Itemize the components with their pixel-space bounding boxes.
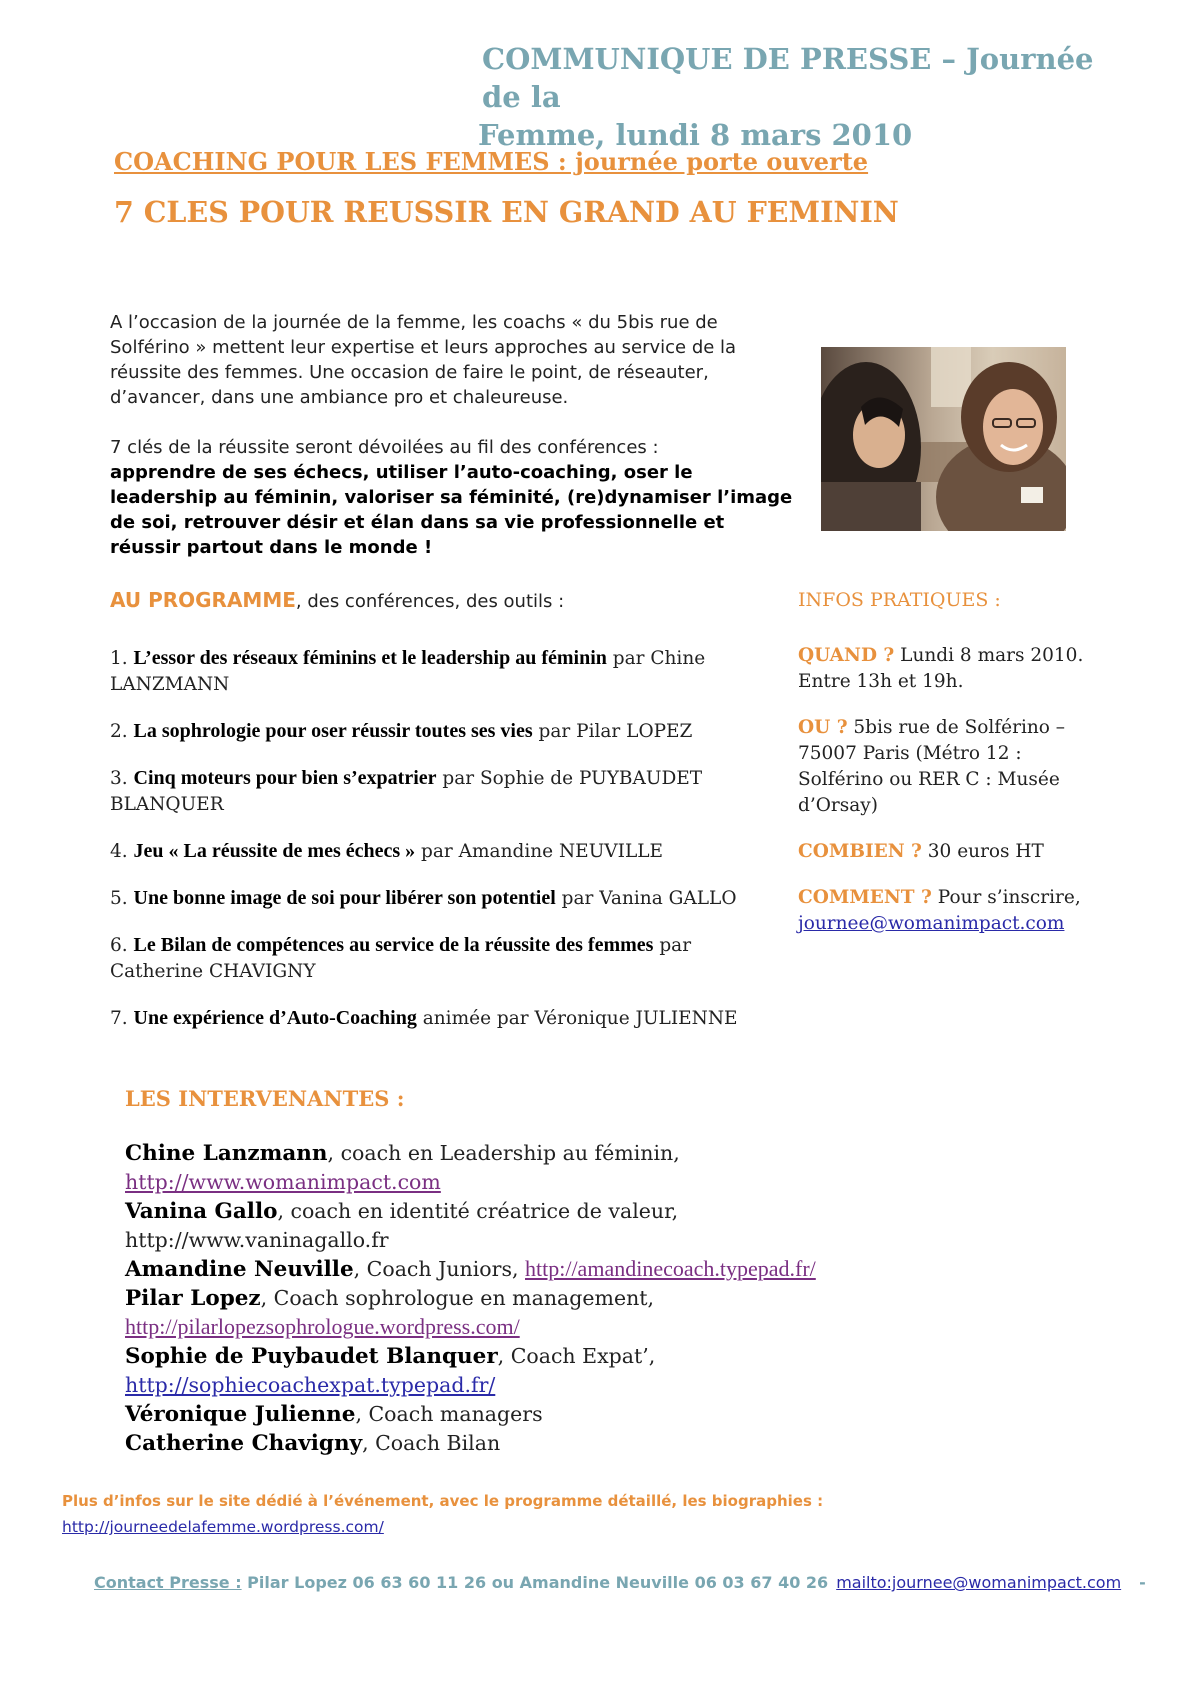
subtitle: COACHING POUR LES FEMMES : journée porte ouverte (114, 147, 869, 176)
press-contact-dash: - (1139, 1573, 1146, 1592)
press-header-line1: COMMUNIQUE DE PRESSE – Journée de la (482, 42, 1094, 114)
speaker-chine: Chine Lanzmann, coach en Leadership au féminin, (125, 1141, 680, 1166)
list-item: 1. L’essor des réseaux féminins et le leadership au féminin par Chine LANZMANN (110, 647, 706, 695)
speaker-catherine: Catherine Chavigny, Coach Bilan (125, 1431, 501, 1457)
intro-keys-list: apprendre de ses échecs, utiliser l’auto-coaching, oser le leadership au féminin, valoriser sa féminité, (re)dynamiser l’image de soi, retrouver désir et élan dans sa vie professionnelle et réussir partout dans le monde ! (110, 462, 793, 558)
press-contact-label: Contact Presse : (94, 1573, 242, 1592)
info-when: QUAND ? Lundi 8 mars 2010. Entre 13h et 19h. (798, 645, 1084, 692)
press-header-line2: Femme, lundi 8 mars 2010 (478, 118, 913, 152)
info-where: OU ? 5bis rue de Solférino – 75007 Paris (Métro 12 : Solférino ou RER C : Musée d’Orsay) (798, 717, 1066, 816)
speaker-chine-link[interactable]: http://www.womanimpact.com (125, 1170, 441, 1195)
press-contact-text: Pilar Lopez 06 63 60 11 26 ou Amandine Neuville 06 03 67 40 26 (241, 1573, 829, 1592)
speaker-amandine-link[interactable]: http://amandinecoach.typepad.fr/ (525, 1255, 816, 1281)
intro-keys-lead: 7 clés de la réussite seront dévoilées au fil des conférences : (110, 437, 659, 458)
page-title: 7 CLES POUR REUSSIR EN GRAND AU FEMININ (114, 195, 899, 229)
intro-text (110, 310, 800, 560)
intro-keys (110, 435, 800, 560)
speaker-vanina: Vanina Gallo, coach en identité créatrice de valeur, (125, 1198, 679, 1224)
practical-info (798, 587, 1098, 957)
press-contact-mail-link[interactable]: mailto:journee@womanimpact.com (836, 1573, 1122, 1592)
speaker-veronique: Véronique Julienne, Coach managers (125, 1401, 543, 1427)
info-price: COMBIEN ? 30 euros HT (798, 841, 1044, 862)
list-item: 3. Cinq moteurs pour bien s’expatrier par Sophie de PUYBAUDET BLANQUER (110, 767, 703, 815)
list-item: 6. Le Bilan de compétences au service de la réussite des femmes par Catherine CHAVIGNY (110, 934, 692, 982)
speaker-pilar-link[interactable]: http://pilarlopezsophrologue.wordpress.com/ (125, 1314, 520, 1340)
list-item: 4. Jeu « La réussite de mes échecs » par Amandine NEUVILLE (110, 840, 664, 862)
list-item: 7. Une expérience d’Auto-Coaching animée par Véronique JULIENNE (110, 1007, 738, 1029)
press-release-header (478, 40, 1142, 154)
practical-info-title: INFOS PRATIQUES : (798, 589, 1001, 611)
speaker-sophie: Sophie de Puybaudet Blanquer, Coach Expat’, (125, 1343, 656, 1369)
intro-paragraph: A l’occasion de la journée de la femme, les coachs « du 5bis rue de Solférino » mettent leur expertise et leurs approches au service de la réussite des femmes. Une occasion de faire le point, de réseauter, d’avancer, dans une ambiance pro et chaleureuse. (110, 312, 737, 408)
programme-heading-label: AU PROGRAMME (110, 588, 296, 612)
programme-heading-rest: , des conférences, des outils : (295, 591, 565, 612)
press-contact (94, 1573, 1146, 1592)
speaker-pilar: Pilar Lopez, Coach sophrologue en management, (125, 1286, 655, 1312)
list-item: 2. La sophrologie pour oser réussir toutes ses vies par Pilar LOPEZ (110, 720, 693, 742)
speaker-vanina-url: http://www.vaninagallo.fr (125, 1228, 389, 1253)
speakers-title: LES INTERVENANTES : (125, 1086, 405, 1111)
registration-email-link[interactable]: journee@womanimpact.com (798, 913, 1065, 934)
speaker-sophie-link[interactable]: http://sophiecoachexpat.typepad.fr/ (125, 1373, 496, 1398)
speakers-list (125, 1139, 1025, 1458)
info-how: COMMENT ? Pour s’inscrire, journee@womanimpact.com (798, 887, 1081, 934)
conference-list (110, 645, 790, 1052)
programme-heading (110, 588, 564, 612)
more-info-text: Plus d’infos sur le site dédié à l’événement, avec le programme détaillé, les biographies : (62, 1492, 824, 1510)
list-item: 5. Une bonne image de soi pour libérer son potentiel par Vanina GALLO (110, 887, 737, 909)
event-photo (821, 347, 1066, 531)
event-site-link[interactable]: http://journeedelafemme.wordpress.com/ (62, 1518, 384, 1536)
speaker-amandine: Amandine Neuville, Coach Juniors, http://amandinecoach.typepad.fr/ (125, 1255, 816, 1282)
